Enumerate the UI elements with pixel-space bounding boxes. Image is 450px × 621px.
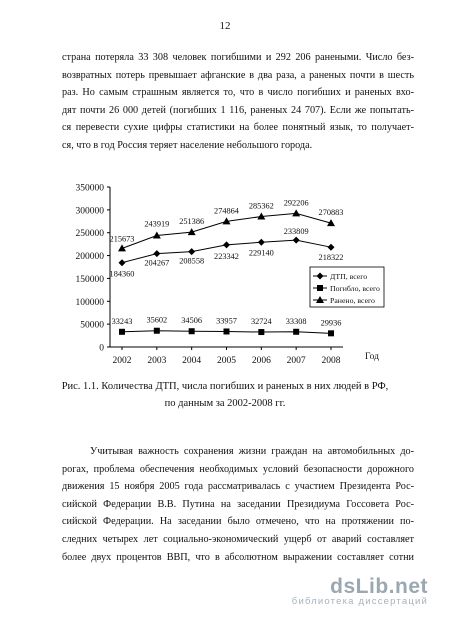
- data-label-injured: 292206: [283, 198, 309, 208]
- text-line: дят почти 26 000 детей (погибших 1 116, раненых 24 707). Если же попытать-: [62, 104, 414, 116]
- data-point-dtp: [119, 259, 126, 266]
- text-line: ся, что в год Россия теряет население небольшого города.: [62, 139, 313, 151]
- text-line: страна потеряла 33 308 человек погибшими и 292 206 ранеными. Число без-: [62, 52, 414, 63]
- watermark-subtitle: библиотека диссертаций: [291, 596, 428, 607]
- data-point-dtp: [293, 237, 300, 244]
- y-tick-label: 100000: [75, 297, 104, 308]
- x-tick-label: 2004: [182, 356, 202, 366]
- data-label-injured: 251386: [179, 217, 205, 227]
- data-point-dtp: [188, 248, 195, 255]
- x-tick-label: 2006: [251, 356, 271, 366]
- data-label-injured: 274864: [214, 206, 239, 216]
- data-label-killed: 34506: [181, 316, 203, 326]
- data-label-killed: 32724: [250, 317, 272, 327]
- data-label-dtp: 204267: [144, 258, 170, 268]
- data-point-killed: [224, 328, 230, 334]
- text-line: сийской Федерации В.В. Путина на заседании Президиума Госсовета Рос-: [62, 498, 414, 510]
- data-point-dtp: [328, 244, 335, 251]
- x-tick-label: 2005: [217, 356, 236, 366]
- paragraph-1: [62, 49, 414, 155]
- y-tick-label: 250000: [75, 229, 104, 240]
- data-label-injured: 270883: [318, 208, 344, 218]
- y-tick-label: 200000: [75, 252, 104, 263]
- text-line: движения 15 ноября 2005 года рассматривалась с участием Президента Рос-: [62, 481, 414, 493]
- data-point-dtp: [223, 241, 230, 248]
- y-tick-label: 50000: [80, 320, 104, 331]
- page-number: 12: [219, 20, 231, 32]
- text-line: следних четырех лет социально-экономический ущерб от аварий составляет: [62, 533, 414, 545]
- figure-caption: Рис. 1.1. Количества ДТП, числа погибших и раненых в них людей в РФ,: [61, 381, 389, 392]
- legend-label-injured: Ранено, всего: [330, 296, 375, 305]
- data-label-injured: 215673: [109, 234, 135, 244]
- data-label-killed: 33957: [216, 316, 237, 326]
- data-label-dtp: 184360: [109, 269, 135, 279]
- data-label-injured: 285362: [248, 201, 274, 211]
- x-tick-label: 2007: [286, 356, 306, 366]
- data-point-killed: [154, 328, 160, 334]
- data-label-injured: 243919: [144, 219, 170, 229]
- data-label-dtp: 223342: [214, 251, 239, 261]
- data-point-injured: [118, 244, 126, 251]
- y-tick-label: 0: [99, 343, 104, 354]
- text-line: Учитывая важность сохранения жизни граждан на автомобильных до-: [90, 446, 414, 457]
- data-label-killed: 33243: [111, 316, 133, 326]
- y-tick-label: 300000: [75, 206, 104, 217]
- data-point-killed: [328, 330, 334, 336]
- legend-label-dtp: ДТП, всего: [330, 272, 368, 281]
- data-point-dtp: [258, 239, 265, 246]
- x-tick-label: 2003: [147, 356, 167, 366]
- text-line: ся перевести сухие цифры статистики на более понятный язык, то получает-: [62, 122, 414, 134]
- text-line: раз. Но самым страшным является то, что в число погибших и раненых вхо-: [62, 87, 414, 99]
- data-point-killed: [189, 328, 195, 334]
- text-line: возвратных потерь превышает афганские в два раза, а раненых почти в шесть: [62, 69, 414, 81]
- data-label-dtp: 218322: [318, 253, 344, 263]
- text-line: сийской Федерации. На заседании было отмечено, что на протяжении по-: [62, 516, 414, 528]
- line-chart: [58, 175, 418, 375]
- data-label-dtp: 208558: [179, 256, 205, 266]
- data-point-injured: [292, 209, 300, 216]
- legend-label-killed: Погибло, всего: [330, 284, 380, 293]
- paragraph-2: [62, 443, 414, 566]
- data-label-dtp: 229140: [248, 248, 274, 258]
- data-point-killed: [293, 329, 299, 335]
- watermark-logo: dsLib.net: [330, 575, 428, 598]
- data-point-killed: [258, 329, 264, 335]
- data-label-killed: 29936: [320, 318, 342, 328]
- x-tick-label: 2008: [321, 356, 341, 366]
- legend-marker-killed: [317, 285, 323, 291]
- data-point-killed: [119, 329, 125, 335]
- y-tick-label: 150000: [75, 274, 104, 285]
- data-label-dtp: 233809: [283, 227, 309, 237]
- y-tick-label: 350000: [75, 183, 104, 194]
- data-label-killed: 33308: [285, 316, 307, 326]
- x-axis-label: Год: [365, 352, 379, 362]
- x-tick-label: 2002: [112, 356, 132, 366]
- data-label-killed: 35602: [146, 315, 168, 325]
- text-line: рогах, проблема обеспечения необходимых условий безопасности дорожного: [62, 463, 414, 475]
- watermark: [292, 575, 428, 607]
- data-point-dtp: [153, 250, 160, 257]
- figure-caption-line2: по данным за 2002-2008 гг.: [164, 398, 286, 409]
- text-line: более двух процентов ВВП, что в абсолютном выражении составляет сотни: [62, 551, 414, 563]
